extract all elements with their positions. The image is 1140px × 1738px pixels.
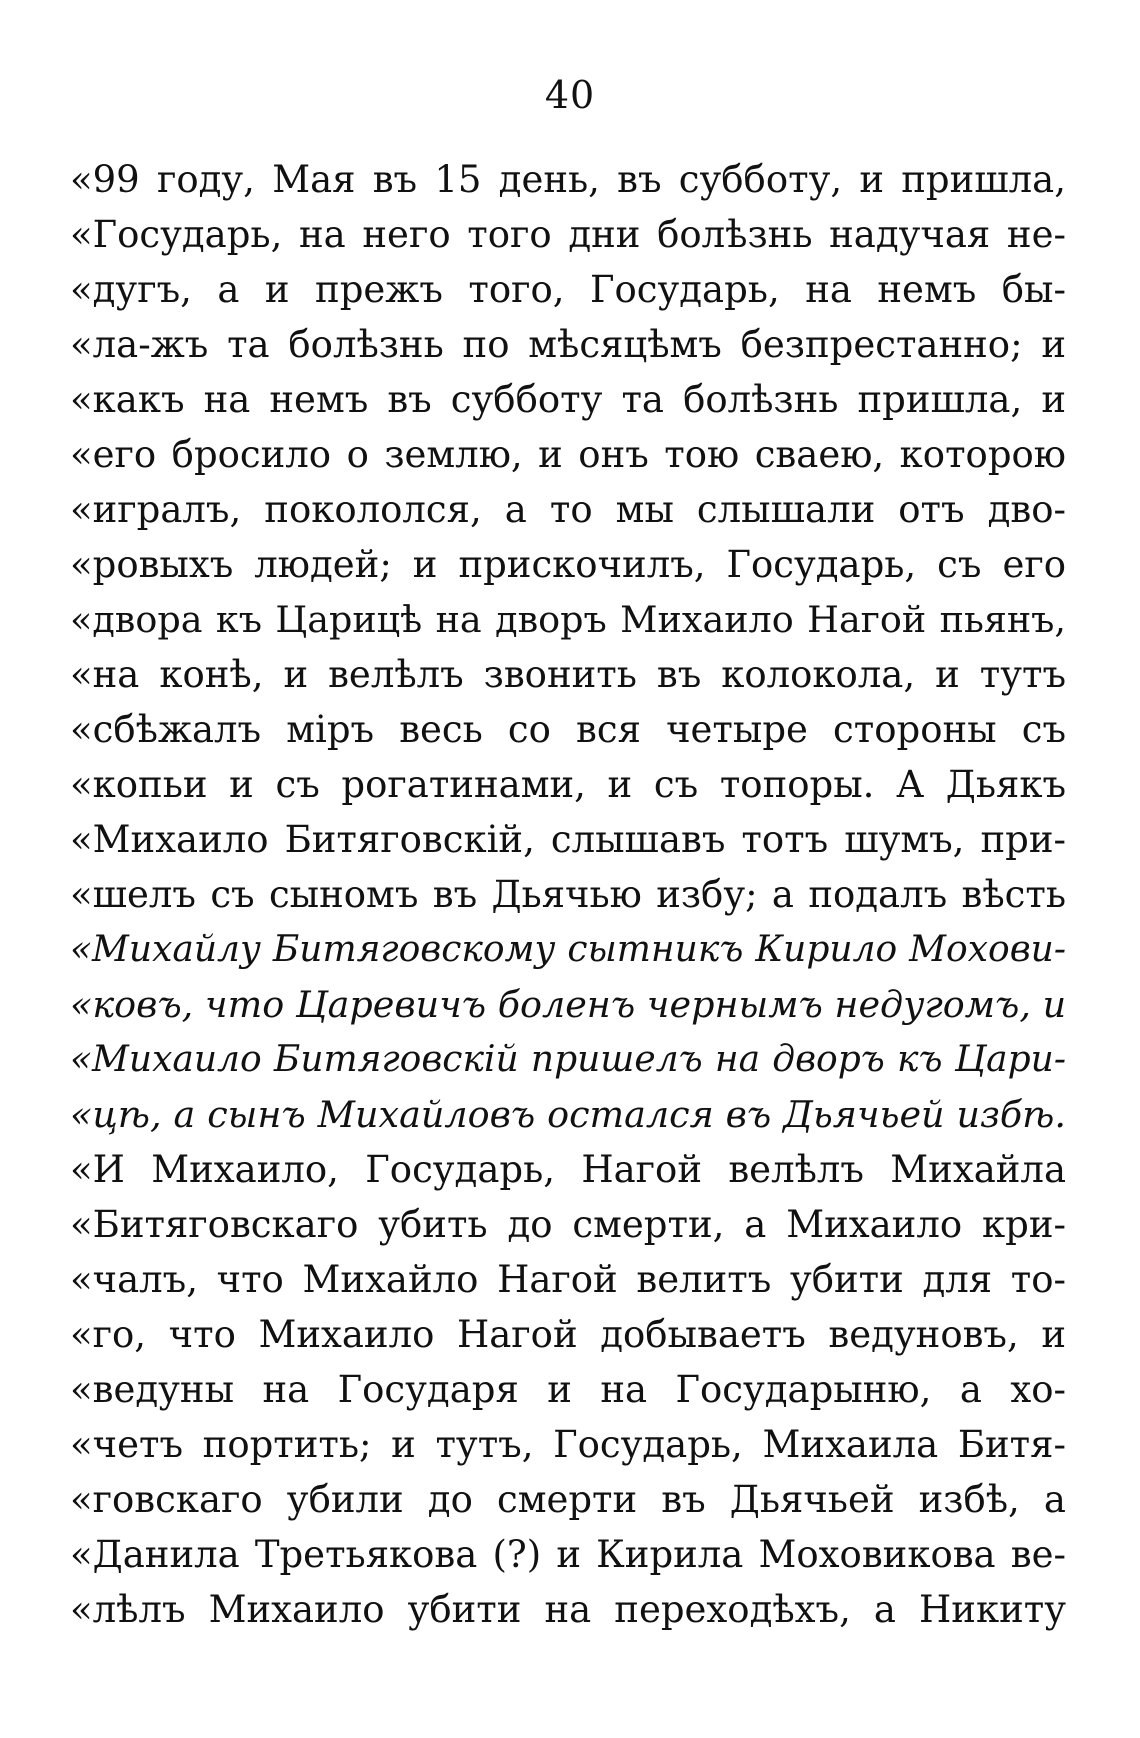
text-line: «Михайлу Битяговскому сытникъ Кирило Мохови-	[70, 929, 1066, 970]
text-line: «игралъ, покололся, а то мы слышали отъ дво-	[70, 488, 1066, 531]
text-line: «четъ портить; и тутъ, Государь, Михаила Битя-	[70, 1423, 1066, 1466]
text-line: «Михаило Битяговскій пришелъ на дворъ къ Цари-	[70, 1039, 1066, 1080]
text-line: «лѣлъ Михаило убити на переходѣхъ, а Никиту	[70, 1588, 1066, 1631]
text-line: «ковъ, что Царевичъ боленъ чернымъ недугомъ, и	[70, 983, 1066, 1026]
text-line: «цѣ, а сынъ Михайловъ остался въ Дьячьей избѣ.	[70, 1093, 1066, 1136]
text-line: «Данила Третьякова (?) и Кирила Моховикова ве-	[70, 1533, 1066, 1576]
text-line: «копьи и съ рогатинами, и съ топоры. А Дьякъ	[70, 763, 1066, 806]
text-line: «говскаго убили до смерти въ Дьячьей избѣ, а	[70, 1478, 1066, 1521]
text-line: «Битяговскаго убить до смерти, а Михаило кри-	[70, 1203, 1066, 1246]
text-line: «какъ на немъ въ субботу та болѣзнь пришла, и	[70, 378, 1066, 421]
text-line: «ла-жъ та болѣзнь по мѣсяцѣмъ безпрестанно; и	[70, 323, 1066, 366]
text-line: «шелъ съ сыномъ въ Дьячью избу; а подалъ вѣсть	[70, 873, 1066, 916]
text-line: «го, что Михаило Нагой добываетъ ведуновъ, и	[70, 1313, 1066, 1356]
text-line: «дугъ, а и прежъ того, Государь, на немъ бы-	[70, 268, 1066, 311]
text-line: «чалъ, что Михайло Нагой велитъ убити для то-	[70, 1258, 1066, 1301]
text-line: «двора къ Царицѣ на дворъ Михаило Нагой пьянъ,	[70, 598, 1066, 641]
text-line: «Государь, на него того дни болѣзнь надучая не-	[70, 213, 1066, 256]
text-line: «на конѣ, и велѣлъ звонить въ колокола, и тутъ	[70, 653, 1066, 696]
text-line: «сбѣжалъ міръ весь со вся четыре стороны съ	[70, 708, 1066, 751]
text-line: «И Михаило, Государь, Нагой велѣлъ Михайла	[70, 1148, 1066, 1191]
text-line: «его бросило о землю, и онъ тою сваею, которою	[70, 433, 1066, 476]
text-line: «99 году, Мая въ 15 день, въ субботу, и пришла,	[70, 158, 1066, 201]
page-number: 40	[544, 73, 596, 117]
text-line: «ведуны на Государя и на Государыню, а хо-	[70, 1368, 1066, 1411]
text-line: «Михаило Битяговскій, слышавъ тотъ шумъ, при-	[70, 818, 1066, 861]
text-line: «ровыхъ людей; и прискочилъ, Государь, съ его	[70, 543, 1066, 586]
body-text	[70, 152, 1066, 1637]
